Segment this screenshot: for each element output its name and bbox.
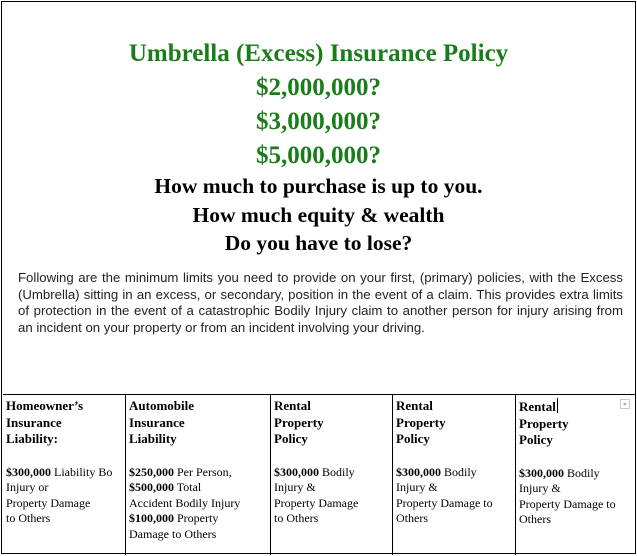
- body-line: $250,000 Per Person,: [129, 464, 232, 479]
- header-line: Policy: [519, 432, 553, 447]
- header-line: Automobile: [129, 398, 194, 413]
- body-line: $300,000 Bodily: [396, 464, 477, 479]
- header-line: Liability:: [6, 431, 59, 446]
- body-line: to Others: [6, 511, 51, 525]
- column-body: [129, 465, 270, 543]
- body-line: Damage to Others: [129, 526, 217, 541]
- policy-title: Umbrella (Excess) Insurance Policy: [128, 40, 509, 67]
- body-line: Injury &: [396, 480, 438, 494]
- column-header: [396, 398, 515, 448]
- column-body: [274, 465, 392, 527]
- header-line: Homeowner’s: [6, 398, 84, 413]
- body-line: Property Damage to: [396, 495, 493, 510]
- body-line: Property Damage: [274, 495, 359, 510]
- body-line: Others: [519, 512, 551, 526]
- body-line: Property Damage: [6, 495, 91, 510]
- header-line: Policy: [274, 431, 308, 446]
- question-line-1: How much to purchase is up to you.: [154, 174, 483, 198]
- column-body: [519, 466, 636, 528]
- body-line: Injury &: [274, 480, 316, 494]
- column-rental-2[interactable]: [392, 395, 515, 555]
- intro-paragraph: Following are the minimum limits you need to provide on your first, (primary) policies, with the Excess (Umbrella) sitting in an excess, or secondary, position in the event of a claim. This provides extra limits of protection in the event of a catastrophic Bodily Injury claim to another person for injury arising from an incident on your property or from an incident involving your driving.: [18, 270, 623, 335]
- header-line: Insurance: [6, 414, 62, 430]
- body-line: Accident Bodily Injury: [129, 495, 241, 510]
- column-header: [129, 398, 270, 448]
- amount-option-1: $2,000,000?: [256, 74, 381, 101]
- header-line: Insurance: [129, 414, 185, 430]
- header-line: Rental: [396, 398, 433, 413]
- question-line-3: Do you have to lose?: [224, 231, 413, 255]
- amount-option-3: $5,000,000?: [256, 142, 381, 169]
- body-line: to Others: [274, 511, 319, 525]
- header-line: Property: [396, 414, 446, 430]
- body-line: Injury or: [6, 480, 49, 494]
- body-line: $300,000 Bodily: [519, 465, 600, 480]
- body-line: Property Damage to: [519, 496, 616, 511]
- column-automobile[interactable]: [125, 395, 270, 555]
- column-header: [519, 398, 636, 449]
- amount-option-2: $3,000,000?: [256, 108, 381, 135]
- header-line: Property: [274, 414, 324, 430]
- body-line: $500,000 Total: [129, 480, 202, 494]
- body-line: $300,000 Liability Bo: [6, 464, 113, 479]
- column-body: [396, 465, 515, 527]
- header-line: Property: [519, 415, 569, 431]
- header-line: Liability: [129, 431, 177, 446]
- limits-table: [3, 394, 636, 555]
- dropdown-arrow-icon[interactable]: [620, 399, 630, 409]
- body-line: Others: [396, 511, 428, 525]
- document-page: [1, 1, 636, 554]
- question-line-2: How much equity & wealth: [192, 202, 445, 227]
- column-homeowners[interactable]: [3, 395, 125, 555]
- heading-block: [2, 37, 635, 258]
- column-header: [6, 398, 125, 448]
- body-line: $300,000 Bodily: [274, 464, 355, 479]
- header-line: Rental: [519, 399, 556, 414]
- header-line: Rental: [274, 398, 311, 413]
- header-line: Policy: [396, 431, 430, 446]
- text-cursor: [557, 398, 558, 413]
- body-line: $100,000 Property: [129, 511, 219, 525]
- column-body: [6, 465, 125, 527]
- column-rental-3[interactable]: [515, 395, 636, 555]
- column-header: [274, 398, 392, 448]
- column-rental-1[interactable]: [270, 395, 392, 555]
- body-line: Injury &: [519, 481, 561, 495]
